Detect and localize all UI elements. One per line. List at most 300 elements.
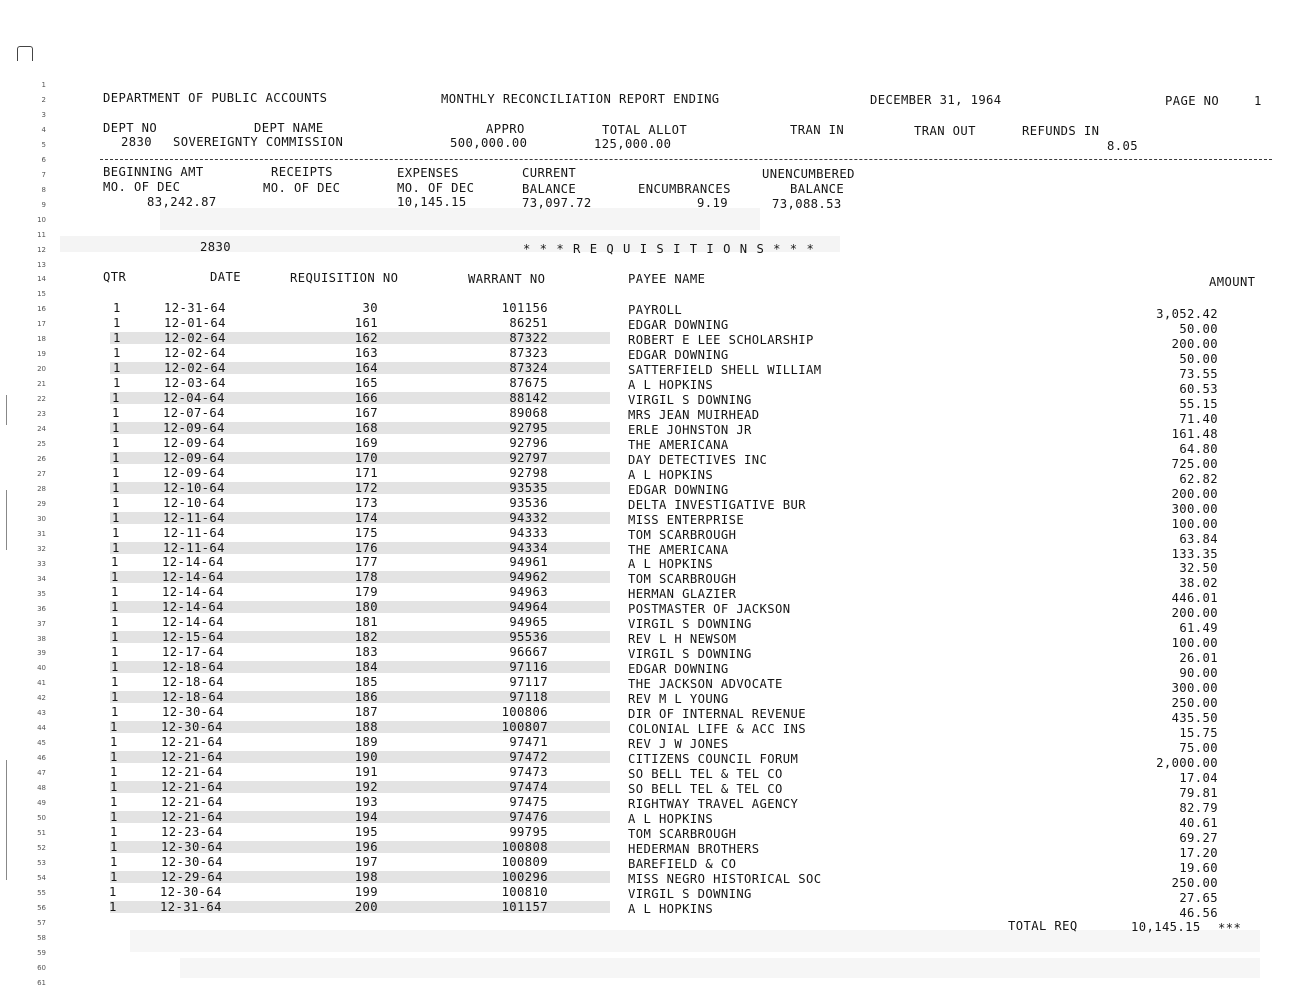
cell-qtr: 1	[111, 615, 119, 630]
cell-date: 12-31-64	[164, 301, 226, 315]
cell-date: 12-09-64	[163, 420, 225, 435]
cell-payee-name: HERMAN GLAZIER	[628, 587, 737, 602]
cell-date: 12-17-64	[162, 645, 224, 660]
cell-qtr: 1	[110, 839, 118, 854]
report-date: DECEMBER 31, 1964	[870, 93, 1002, 107]
cell-requisition-no: 169	[354, 435, 378, 450]
value-dept-name: SOVEREIGNTY COMMISSION	[173, 135, 344, 149]
cell-date: 12-14-64	[162, 600, 224, 615]
cell-warrant-no: 100808	[501, 839, 548, 854]
cell-qtr: 1	[113, 330, 121, 345]
cell-qtr: 1	[112, 390, 120, 405]
cell-amount: 250.00	[1171, 696, 1218, 711]
line-number: 6	[41, 155, 46, 164]
scan-smudge	[160, 208, 760, 230]
cell-payee-name: VIRGIL S DOWNING	[628, 392, 752, 407]
cell-warrant-no: 95536	[509, 630, 548, 645]
label-receipts-1: RECEIPTS	[271, 165, 333, 179]
cell-qtr: 1	[109, 899, 117, 914]
line-number: 58	[37, 933, 46, 942]
value-beginning: 83,242.87	[147, 195, 217, 209]
cell-qtr: 1	[110, 869, 118, 884]
cell-date: 12-10-64	[163, 480, 225, 495]
cell-amount: 60.53	[1179, 381, 1218, 396]
cell-date: 12-10-64	[163, 495, 225, 510]
cell-requisition-no: 163	[354, 345, 378, 360]
cell-qtr: 1	[111, 705, 119, 720]
cell-qtr: 1	[110, 854, 118, 869]
cell-amount: 133.35	[1171, 546, 1218, 561]
line-number: 55	[37, 888, 46, 897]
cell-warrant-no: 97473	[509, 765, 548, 780]
cell-qtr: 1	[111, 600, 119, 615]
line-number: 49	[37, 799, 46, 808]
value-appro: 500,000.00	[450, 136, 528, 150]
cell-date: 12-14-64	[162, 555, 224, 570]
cell-amount: 55.15	[1179, 396, 1218, 411]
cell-payee-name: TOM SCARBROUGH	[628, 572, 737, 587]
line-number: 25	[37, 440, 46, 449]
cell-amount: 90.00	[1179, 666, 1218, 681]
cell-date: 12-01-64	[164, 315, 226, 330]
cell-payee-name: DAY DETECTIVES INC	[628, 452, 768, 467]
cell-requisition-no: 166	[354, 390, 378, 405]
cell-warrant-no: 94961	[509, 555, 548, 570]
margin-mark	[6, 760, 7, 880]
line-number: 40	[37, 664, 46, 673]
line-number: 47	[37, 769, 46, 778]
page-number: 1	[1254, 94, 1262, 108]
cell-qtr: 1	[111, 660, 119, 675]
cell-payee-name: REV J W JONES	[628, 737, 729, 752]
cell-payee-name: A L HOPKINS	[628, 467, 714, 482]
report-title: MONTHLY RECONCILIATION REPORT ENDING	[441, 92, 720, 106]
line-number: 2	[41, 95, 46, 104]
cell-qtr: 1	[110, 795, 118, 809]
line-number: 42	[37, 694, 46, 703]
cell-payee-name: THE AMERICANA	[628, 542, 729, 557]
cell-warrant-no: 88142	[509, 390, 548, 405]
cell-warrant-no: 87675	[509, 375, 548, 390]
cell-qtr: 1	[113, 375, 121, 390]
cell-warrant-no: 96667	[509, 645, 548, 660]
cell-warrant-no: 97476	[509, 809, 548, 824]
cell-qtr: 1	[110, 780, 118, 795]
value-unencumbered: 73,088.53	[772, 197, 842, 211]
cell-amount: 200.00	[1171, 336, 1218, 351]
cell-warrant-no: 100806	[501, 705, 548, 720]
cell-date: 12-14-64	[162, 570, 224, 585]
cell-payee-name: DIR OF INTERNAL REVENUE	[628, 707, 806, 722]
label-tran-out: TRAN OUT	[914, 124, 976, 138]
cell-amount: 69.27	[1179, 830, 1218, 845]
cell-qtr: 1	[113, 360, 121, 375]
cell-amount: 200.00	[1171, 486, 1218, 501]
line-number: 46	[37, 754, 46, 763]
cell-payee-name: ERLE JOHNSTON JR	[628, 422, 752, 437]
cell-amount: 250.00	[1171, 875, 1218, 890]
label-appro: APPRO	[486, 122, 525, 136]
cell-amount: 200.00	[1171, 606, 1218, 621]
value-total-allot: 125,000.00	[594, 137, 672, 151]
value-encumbrances: 9.19	[697, 196, 728, 210]
cell-qtr: 1	[112, 435, 120, 450]
line-number: 39	[37, 649, 46, 658]
cell-date: 12-18-64	[162, 660, 224, 675]
cell-warrant-no: 94963	[509, 585, 548, 600]
cell-qtr: 1	[109, 884, 117, 899]
line-number: 41	[37, 679, 46, 688]
line-number: 7	[41, 170, 46, 179]
line-number: 32	[37, 544, 46, 553]
line-number: 38	[37, 634, 46, 643]
dept-title: DEPARTMENT OF PUBLIC ACCOUNTS	[103, 91, 328, 105]
cell-amount: 50.00	[1179, 351, 1218, 366]
cell-amount: 17.04	[1179, 771, 1218, 786]
total-marker: ***	[1218, 921, 1242, 935]
cell-date: 12-02-64	[164, 360, 226, 375]
cell-requisition-no: 187	[354, 705, 378, 720]
cell-date: 12-11-64	[163, 525, 225, 540]
line-number: 53	[37, 858, 46, 867]
cell-requisition-no: 180	[354, 600, 378, 615]
cell-warrant-no: 93536	[509, 495, 548, 510]
cell-requisition-no: 174	[354, 510, 378, 525]
line-number: 20	[37, 365, 46, 374]
col-amount: AMOUNT	[1209, 275, 1256, 289]
cell-qtr: 1	[112, 480, 120, 495]
line-number: 36	[37, 604, 46, 613]
cell-warrant-no: 94962	[509, 570, 548, 585]
cell-requisition-no: 175	[354, 525, 378, 540]
cell-qtr: 1	[110, 720, 118, 735]
line-number: 8	[41, 185, 46, 194]
cell-qtr: 1	[111, 555, 119, 570]
cell-qtr: 1	[110, 824, 118, 839]
cell-amount: 40.61	[1179, 815, 1218, 830]
col-payee: PAYEE NAME	[628, 272, 706, 286]
cell-requisition-no: 185	[354, 675, 378, 690]
cell-warrant-no: 100296	[501, 869, 548, 884]
cell-qtr: 1	[112, 405, 120, 420]
line-number: 26	[37, 455, 46, 463]
cell-amount: 100.00	[1171, 636, 1218, 651]
cell-requisition-no: 197	[354, 854, 378, 869]
cell-payee-name: PAYROLL	[628, 303, 683, 317]
cell-amount: 75.00	[1179, 741, 1218, 756]
margin-mark	[6, 395, 7, 425]
line-number: 21	[37, 380, 46, 389]
cell-qtr: 1	[112, 465, 120, 480]
cell-requisition-no: 200	[354, 899, 378, 914]
cell-date: 12-21-64	[161, 765, 223, 780]
cell-date: 12-03-64	[164, 375, 226, 390]
cell-requisition-no: 186	[354, 690, 378, 705]
cell-qtr: 1	[112, 450, 120, 465]
cell-warrant-no: 87322	[509, 330, 548, 345]
line-number: 43	[37, 709, 46, 718]
label-total-allot: TOTAL ALLOT	[602, 123, 688, 137]
line-number: 57	[37, 918, 46, 927]
cell-payee-name: DELTA INVESTIGATIVE BUR	[628, 497, 806, 512]
line-number: 13	[37, 260, 46, 269]
cell-requisition-no: 168	[354, 420, 378, 435]
value-dept-no: 2830	[121, 135, 152, 149]
cell-amount: 19.60	[1179, 860, 1218, 875]
cell-warrant-no: 99795	[509, 824, 548, 839]
line-number: 37	[37, 619, 46, 628]
cell-warrant-no: 101156	[501, 301, 548, 315]
cell-date: 12-18-64	[162, 690, 224, 705]
cell-requisition-no: 173	[354, 495, 378, 510]
cell-warrant-no: 92797	[509, 450, 548, 465]
cell-date: 12-29-64	[161, 869, 223, 884]
cell-qtr: 1	[112, 510, 120, 525]
cell-payee-name: SO BELL TEL & TEL CO	[628, 782, 783, 797]
line-number: 48	[37, 784, 46, 793]
cell-payee-name: A L HOPKINS	[628, 811, 714, 826]
scan-smudge	[130, 930, 1260, 952]
cell-qtr: 1	[110, 809, 118, 824]
cell-warrant-no: 92798	[509, 465, 548, 480]
line-number: 10	[37, 215, 46, 224]
cell-amount: 71.40	[1179, 411, 1218, 426]
cell-warrant-no: 86251	[509, 315, 548, 330]
cell-date: 12-14-64	[162, 585, 224, 600]
cell-date: 12-11-64	[163, 510, 225, 525]
cell-qtr: 1	[112, 525, 120, 540]
cell-requisition-no: 179	[354, 585, 378, 600]
cell-qtr: 1	[111, 645, 119, 660]
col-requisition: REQUISITION NO	[290, 271, 399, 285]
line-number: 44	[37, 724, 46, 733]
cell-warrant-no: 100807	[501, 720, 548, 735]
cell-payee-name: TOM SCARBROUGH	[628, 527, 737, 542]
line-number: 27	[37, 469, 46, 478]
value-current: 73,097.72	[522, 196, 592, 210]
cell-date: 12-11-64	[163, 540, 225, 555]
label-beginning-1: BEGINNING AMT	[103, 165, 204, 179]
label-unencumbered-1: UNENCUMBERED	[762, 167, 855, 181]
cell-warrant-no: 89068	[509, 405, 548, 420]
line-number: 24	[37, 425, 46, 434]
cell-warrant-no: 94964	[509, 600, 548, 615]
cell-date: 12-31-64	[160, 899, 222, 914]
cell-amount: 82.79	[1179, 801, 1218, 815]
cell-payee-name: VIRGIL S DOWNING	[628, 647, 752, 662]
line-number: 34	[37, 574, 46, 583]
cell-date: 12-21-64	[161, 780, 223, 795]
cell-requisition-no: 184	[354, 660, 378, 675]
cell-amount: 64.80	[1179, 441, 1218, 456]
cell-payee-name: SO BELL TEL & TEL CO	[628, 767, 783, 782]
cell-qtr: 1	[113, 315, 121, 330]
line-number: 59	[37, 948, 46, 957]
cell-amount: 435.50	[1171, 711, 1218, 726]
total-value: 10,145.15	[1131, 920, 1201, 934]
cell-warrant-no: 101157	[501, 899, 548, 914]
cell-payee-name: MISS ENTERPRISE	[628, 512, 745, 527]
cell-payee-name: A L HOPKINS	[628, 901, 714, 916]
cell-amount: 161.48	[1171, 426, 1218, 441]
label-receipts-2: MO. OF DEC	[263, 181, 341, 195]
cell-amount: 26.01	[1179, 651, 1218, 666]
cell-payee-name: HEDERMAN BROTHERS	[628, 841, 760, 856]
cell-date: 12-15-64	[162, 630, 224, 645]
line-number: 35	[37, 589, 46, 598]
cell-requisition-no: 30	[362, 301, 378, 315]
line-number: 30	[37, 514, 46, 523]
cell-date: 12-21-64	[161, 809, 223, 824]
cell-requisition-no: 191	[354, 765, 378, 780]
cell-warrant-no: 87323	[509, 345, 548, 360]
line-number: 60	[37, 963, 46, 972]
cell-payee-name: BAREFIELD & CO	[628, 856, 737, 871]
label-dept-no: DEPT NO	[103, 121, 158, 135]
cell-qtr: 1	[112, 495, 120, 510]
col-qtr: QTR	[103, 270, 127, 284]
line-number: 3	[41, 110, 46, 119]
section-dept-code: 2830	[200, 240, 231, 254]
cell-warrant-no: 92795	[509, 420, 548, 435]
cell-requisition-no: 199	[354, 884, 378, 899]
cell-amount: 15.75	[1179, 726, 1218, 741]
line-number: 28	[37, 484, 46, 493]
cell-date: 12-21-64	[161, 795, 223, 809]
cell-payee-name: TOM SCARBROUGH	[628, 826, 737, 841]
cell-amount: 17.20	[1179, 845, 1218, 860]
cell-payee-name: CITIZENS COUNCIL FORUM	[628, 752, 799, 767]
cell-warrant-no: 92796	[509, 435, 548, 450]
cell-requisition-no: 198	[354, 869, 378, 884]
cell-payee-name: COLONIAL LIFE & ACC INS	[628, 722, 806, 737]
cell-warrant-no: 94334	[509, 540, 548, 555]
line-number: 1	[41, 81, 46, 89]
cell-requisition-no: 165	[354, 375, 378, 390]
cell-warrant-no: 87324	[509, 360, 548, 375]
cell-requisition-no: 188	[354, 720, 378, 735]
cell-requisition-no: 171	[354, 465, 378, 480]
line-number: 18	[37, 335, 46, 344]
cell-payee-name: EDGAR DOWNING	[628, 347, 729, 362]
cell-qtr: 1	[111, 630, 119, 645]
cell-amount: 61.49	[1179, 621, 1218, 636]
cell-warrant-no: 97472	[509, 750, 548, 765]
line-number: 17	[37, 320, 46, 329]
cell-requisition-no: 172	[354, 480, 378, 495]
line-number: 19	[37, 350, 46, 359]
cell-date: 12-30-64	[160, 884, 222, 899]
cell-amount: 79.81	[1179, 786, 1218, 801]
line-number: 4	[41, 125, 46, 134]
cell-requisition-no: 177	[354, 555, 378, 570]
cell-requisition-no: 167	[354, 405, 378, 420]
line-number: 12	[37, 245, 46, 254]
cell-amount: 32.50	[1179, 561, 1218, 576]
cell-payee-name: EDGAR DOWNING	[628, 662, 729, 677]
cell-payee-name: RIGHTWAY TRAVEL AGENCY	[628, 797, 799, 811]
line-number: 51	[37, 829, 46, 837]
scan-smudge	[180, 958, 1260, 978]
cell-requisition-no: 195	[354, 824, 378, 839]
label-dept-name: DEPT NAME	[254, 121, 324, 135]
line-number: 14	[37, 275, 46, 284]
line-number: 61	[37, 978, 46, 987]
cell-amount: 300.00	[1171, 681, 1218, 696]
cell-date: 12-21-64	[161, 735, 223, 750]
line-number: 56	[37, 903, 46, 912]
cell-date: 12-09-64	[163, 450, 225, 465]
page-corner-mark	[17, 46, 33, 61]
line-number: 33	[37, 559, 46, 568]
line-number: 52	[37, 843, 46, 852]
line-number: 45	[37, 739, 46, 748]
cell-requisition-no: 181	[354, 615, 378, 630]
cell-amount: 62.82	[1179, 471, 1218, 486]
cell-amount: 2,000.00	[1156, 756, 1218, 771]
cell-requisition-no: 162	[354, 330, 378, 345]
cell-amount: 446.01	[1171, 591, 1218, 606]
cell-warrant-no: 97118	[509, 690, 548, 705]
cell-warrant-no: 97474	[509, 780, 548, 795]
section-title: * * * R E Q U I S I T I O N S * * *	[523, 242, 815, 256]
total-label: TOTAL REQ	[1008, 919, 1078, 933]
cell-amount: 300.00	[1171, 501, 1218, 516]
line-number: 9	[41, 200, 46, 209]
line-number: 29	[37, 499, 46, 508]
cell-qtr: 1	[110, 750, 118, 765]
cell-warrant-no: 97475	[509, 795, 548, 809]
label-current-2: BALANCE	[522, 182, 577, 196]
cell-date: 12-02-64	[164, 345, 226, 360]
cell-date: 12-07-64	[163, 405, 225, 420]
cell-warrant-no: 97117	[509, 675, 548, 690]
cell-date: 12-02-64	[164, 330, 226, 345]
line-number: 31	[37, 529, 46, 538]
line-number: 23	[37, 410, 46, 419]
cell-date: 12-30-64	[162, 705, 224, 720]
line-number: 5	[41, 140, 46, 149]
cell-requisition-no: 183	[354, 645, 378, 660]
cell-date: 12-09-64	[163, 465, 225, 480]
cell-qtr: 1	[112, 420, 120, 435]
label-expenses-1: EXPENSES	[397, 166, 459, 180]
cell-payee-name: A L HOPKINS	[628, 377, 714, 392]
cell-qtr: 1	[113, 301, 121, 315]
cell-amount: 46.56	[1179, 905, 1218, 920]
line-number: 15	[37, 290, 46, 299]
cell-warrant-no: 94333	[509, 525, 548, 540]
cell-requisition-no: 176	[354, 540, 378, 555]
cell-payee-name: EDGAR DOWNING	[628, 482, 729, 497]
label-tran-in: TRAN IN	[790, 123, 845, 137]
cell-amount: 38.02	[1179, 576, 1218, 591]
cell-amount: 725.00	[1171, 456, 1218, 471]
col-date: DATE	[210, 270, 241, 284]
cell-warrant-no: 93535	[509, 480, 548, 495]
cell-warrant-no: 100810	[501, 884, 548, 899]
cell-qtr: 1	[111, 690, 119, 705]
cell-qtr: 1	[111, 570, 119, 585]
label-refunds-in: REFUNDS IN	[1022, 124, 1100, 138]
value-refunds-in: 8.05	[1107, 139, 1138, 153]
cell-requisition-no: 182	[354, 630, 378, 645]
cell-requisition-no: 164	[354, 360, 378, 375]
cell-payee-name: THE AMERICANA	[628, 437, 729, 452]
cell-warrant-no: 94965	[509, 615, 548, 630]
cell-requisition-no: 178	[354, 570, 378, 585]
cell-payee-name: POSTMASTER OF JACKSON	[628, 602, 791, 617]
